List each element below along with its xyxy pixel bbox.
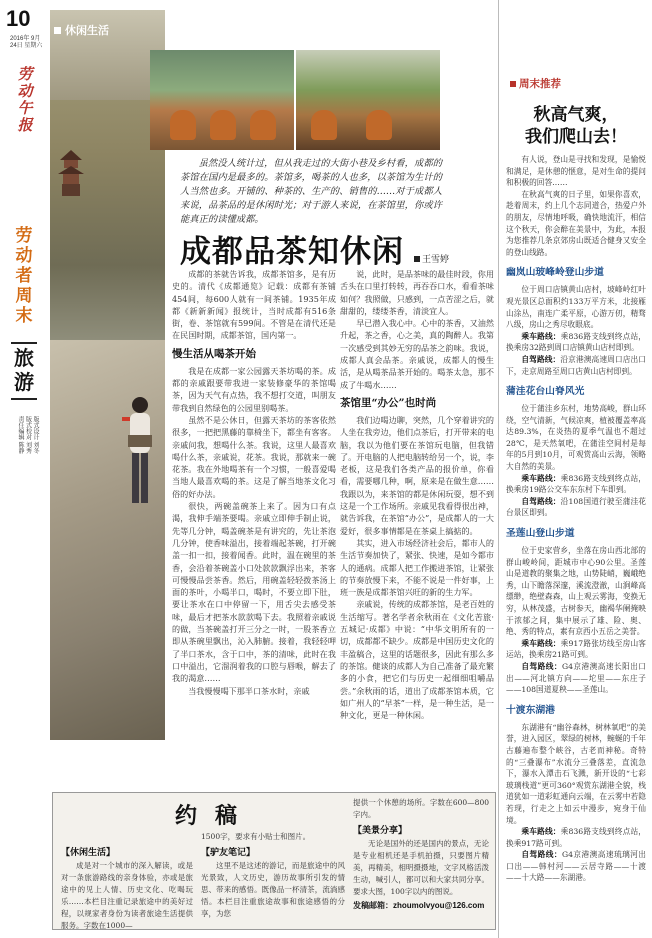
section-subheading: 茶馆里“办公”也时尚 bbox=[340, 396, 437, 409]
issue-date: 2016年 9月24日 星期六 bbox=[10, 36, 43, 49]
credit-proof: 版式校对 刘秀 bbox=[24, 416, 31, 454]
submissions-col-3 bbox=[353, 797, 489, 911]
article-paragraph: 说，此时，是品茶味的最佳时段，你用舌头在口里打转转，再吞吞口水，看看茶味如何？我照做，只感到，一点苦涩之后，就甜甜的，缕缕茶香，清淡宜人。 bbox=[340, 269, 494, 316]
teahouse-photo-2 bbox=[296, 50, 440, 150]
article-paragraph: 其实，进入市场经济社会后，都市人的生活节奏加快了，紧张、快速，是如今都市人的通病。成都人把工作搬进茶馆，让紧张的节奏放慢下来，不能不说是一件好事，上班一族是成都茶馆兴旺的新的生力军。 bbox=[340, 537, 494, 598]
mountain-path-photo bbox=[50, 10, 165, 740]
bus-route-text: 乘917路张坊线至房山客运站，换乘房21路可到。 bbox=[506, 638, 646, 660]
article-intro: 虽然没人统计过，但从我走过的大街小巷及乡村看，成都的茶馆在国内是最多的。茶馆多，喝茶的人也多，以茶馆为生计的人当然也多。开铺的、种茶的、生产的、销售的……对于成都人来说，品茶品的是休闲时光；对于游人来说，在茶馆里，你或许能真正的读懂成都。 bbox=[180, 158, 442, 225]
bus-route bbox=[506, 473, 646, 496]
email-label: 发稿邮箱： bbox=[353, 901, 393, 910]
route-description: 东湖港有“幽谷森林，树林氧吧”的美誉，进入园区，翠绿的树林，蜿蜒的千年古藤遍布整个峡谷，古老而神秘。奇特的“三叠瀑布”水流分三叠落差，直流急下，瀑水入潭击石飞溅，新开设的“七彩玻璃栈道”更可360°观赏东湖港全貌，栈道犹如一道彩虹通向云端，在云雾中若隐若现，行走之上如云中漫步，宛身于仙境。 bbox=[506, 722, 646, 825]
drive-route-label: 自驾路线： bbox=[521, 850, 562, 860]
route-description: 位于周口店镇黄山店村，坡峰岭红叶观光景区总面积约133万平方米，北接雁山涂丛，南连广柔平原，心游万仞，精骛八级，房山之秀尽收眼底。 bbox=[506, 285, 646, 330]
newspaper-name: 劳动午报 bbox=[17, 65, 33, 134]
article-byline bbox=[414, 252, 449, 265]
section-subheading: 慢生活从喝茶开始 bbox=[172, 347, 256, 360]
pagoda-icon bbox=[58, 150, 84, 196]
article-paragraph: 我们边喝边聊，突然，几个穿着讲究的人坐在我旁边，他们点茶后，打开带来的电脑，我以为他们要在茶馆玩电脑，但我错了。开电脑的人把电脑转给另一个，说，李老板，这是我们各类产品的报价单，你看看，需要哪几种，啊，原来是在做生意……我跟以为，来茶馆的都是休闲玩耍，想不到这是一个工作场所。亲戚见我看得很出神，就告诉我，在茶馆“办公”，是成都人的一大爱好，很多事情都是在茶桌上搞掂的。 bbox=[340, 414, 494, 536]
drive-route bbox=[506, 661, 646, 696]
drive-route-text: 沿108国道行驶至蒲洼花台景区即到。 bbox=[506, 496, 646, 518]
bus-route-label: 乘车路线： bbox=[521, 827, 561, 837]
chair bbox=[311, 110, 337, 140]
article-paragraph: 早已潜入我心中。心中的茶香，又油然升起，茶之香，心之美，真的陶醉人。我第一次感受到其妙无穷的品茶之韵味。我说，成都人真会品茶。亲戚说，成都人的慢生活，是从喝茶品茶开始的。喝茶太急，那不成了牛喝水…… bbox=[340, 318, 494, 390]
article-paragraph: 虽然不是公休日，但露天茶坊的茶客依然很多，一把把黑藤的靠椅坐下，都坐有客客。亲戚问我，想喝什么茶。我说，这里人最喜欢喝什么茶，亲戚说，花茶。我说，那就来一碗花茶。我在外地喝茶有一个习惯，一般喜爱喝当地人最喜欢喝的茶。这是了解当地茶文化习俗的好办法。 bbox=[172, 414, 336, 499]
section-category: 劳动者周末 bbox=[15, 226, 33, 325]
submissions-title: 约稿 bbox=[175, 803, 256, 829]
drive-route-text: G4京港澳高速琉璃河出口出——韩村河——云居寺路——十渡——十大路——东湖港。 bbox=[506, 850, 646, 883]
submissions-text-notes-cont: 提供一个休憩的场所。字数在600—800字内。 bbox=[353, 798, 489, 819]
drive-route-label: 自驾路线： bbox=[521, 354, 561, 364]
teahouse-photo-1 bbox=[150, 50, 294, 150]
bus-route bbox=[506, 638, 646, 661]
sidebar-headline-line2: 我们爬山去！ bbox=[525, 127, 627, 147]
bus-route-label: 乘车路线： bbox=[521, 473, 561, 483]
hiker-figure bbox=[120, 395, 156, 515]
sidebar-label: 周末推荐 bbox=[510, 76, 561, 91]
email-address[interactable]: zhoumolvyou@126.com bbox=[393, 901, 485, 910]
article-paragraph: 当我慢慢喝下那半口茶水时，亲戚 bbox=[188, 685, 310, 696]
drive-route bbox=[506, 849, 646, 884]
bus-route-label: 乘车路线： bbox=[521, 331, 561, 341]
chair bbox=[170, 110, 196, 140]
route-title: 蒲洼花台山脊风光 bbox=[506, 386, 585, 398]
article-column-2 bbox=[340, 268, 494, 738]
route-description: 位于蒲洼乡东村，地势高峻，群山环绕，空气清新，气候凉爽，植被覆盖率高达89.3%，在炎热的夏季气温也不超过28℃，是天然氧吧，在蒲洼空间村是每年的5月到10月，可观赏高山云海，领略大自然的美景。 bbox=[506, 404, 646, 472]
chair bbox=[210, 110, 236, 140]
route-title: 十渡东湖港 bbox=[506, 704, 555, 716]
column-label: 休闲生活 bbox=[54, 22, 109, 38]
sidebar-headline-line1: 秋高气爽， bbox=[533, 105, 619, 125]
route-description: 位于史家营乡，坐落在房山西北部的群山峻岭间，距城市中心90公里。圣莲山是道教的聚集之地，山势陡峭，巍峨绝秀，山下瞻落深邃，溪流澄澈，山涧峰高缥缈，绝壁森森，山上观云雾海，变换无穷，从林茂盛，古树参天，幽褐华阑掩映于浓郁之间，集中展示了雄、险、奥、绝、秀的特点，素有京西小五岳之美誉。 bbox=[506, 546, 646, 637]
bus-route-text: 乘836路支线到终点站，换乘917路可到。 bbox=[506, 827, 646, 848]
article-paragraph: 很快，两碗盖碗茶上来了。因为口有点渴，我伸手端茶要喝。亲戚立即伸手制止说，先等几分钟，喝盖碗茶是有讲究的，先让茶泡几分钟，使香味溢出，接着端起茶碗，打开碗盖一扣一扣，接着闻香。此时，温在碗里的茶香，会沿着茶碗盖小口处款款飘浮出来，茶客可慢慢品尝茶香。然后，用碗盖轻轻拨茶汤上面的茶叶，小喝半口，喝时，不要立即下肚，要让茶水在口中停留一下，用舌尖去感受茶味，最后才把茶水款款喝下去。我照着亲戚说的做，当茶碗盖打开三分之一时，一股茶香立即从茶碗里飘出，沁入肺腑。接着，我轻轻呷了半口茶水，含于口中，茶的清味，此时在我口中溢出，它溜润着我的口腔与唇喉，解去了我的渴意…… bbox=[172, 501, 336, 684]
drive-route bbox=[506, 496, 646, 519]
bus-route-text: 乘836路支线到终点站，换乘房19路公交车东东村下车即到。 bbox=[506, 473, 646, 495]
drive-route-text: G4京港澳高速长阳出口出——河北镇方向——坨里——东庄子——108国道夏秧——圣莲山。 bbox=[506, 661, 646, 695]
route-title: 圣莲山登山步道 bbox=[506, 528, 575, 540]
submission-email[interactable] bbox=[353, 900, 489, 911]
submissions-text-scenery: 无论是国外的还是国内的景点，无论是专业相机还是手机拍摄，只要图片精美，再精美，相明摄摄地，文字风格活泼生动，喊引人，都可以和大家共同分享。要求大图，100字以内的图说。 bbox=[353, 839, 489, 896]
sidebar-intro: 有人说，登山是寻找和发现，是愉悦和满足，是休憩的惬意，是对生命的提问和积极的回答…… bbox=[506, 155, 646, 188]
route-title: 幽岚山玻峰岭登山步道 bbox=[506, 267, 604, 279]
article-paragraph: 成都的茶就告诉我，成都茶馆多，是有历史的。清代《成都通览》记载：成都有茶铺454间，每600人就有一间茶铺。1935年成都《新新新闻》报统计，当时成都有516条街，卷、茶馆就有599间。不管是在清代还是在民国时期，成都茶馆，国内第一。 bbox=[172, 269, 336, 341]
masthead-strip bbox=[0, 0, 50, 938]
submissions-text-notes: 这里不是这述的游记，而是旅途中的风光景致，人文历史，游历故事所引发的情思、带来的感悟。既像品一杯清茶，流淌感悟。本栏目注重旅途故事和旅途感悟的分享，为您 bbox=[201, 861, 345, 918]
bus-route bbox=[506, 331, 646, 354]
sidebar-intro-2: 在秋高气爽的日子里，如果你喜欢，趁着周末，约上几个志同道合，热爱户外的朋友，尽情地呼吸，确快地流汗，相信这个秋天，你会醉在美景中，为此，本报为您推荐几条京郊房山既适合健身又安全的登山线路。 bbox=[506, 189, 646, 257]
section-title: 旅游 bbox=[11, 342, 37, 400]
teahouse-photos bbox=[150, 50, 440, 150]
article-paragraph: 亲戚说，传统的成都茶馆，是老百姓的生活缩写。著名学者余秋雨在《文化苦旅·五城记·成都》中说：“中华文明所有的一切，成都都不缺少。成都是中国历史文化的丰盈稿合，这里的话题很多，因此有那么多的茶馆。健谈的成都人为自己准备了最充繁多的小食，把它们与历史一起细细咀嚼品尝。”余秋雨的话，道出了成都茶馆本质，它如广州人的“早茶”一样，是一种生活，是一种文化，更是一种休闲。 bbox=[340, 599, 494, 721]
submissions-heading-leisure: 【休闲生活】 bbox=[61, 848, 116, 858]
credit-layout: 版式设计 刘冬 bbox=[32, 416, 38, 454]
bus-route bbox=[506, 826, 646, 849]
submissions-text-leisure-cont: 1500字，要求有小贴士和图片。 bbox=[201, 832, 311, 841]
bus-route-text: 乘836路支线到终点站，换乘房32路到周口店镇黄山店村即到。 bbox=[506, 331, 646, 353]
submissions-col-2 bbox=[201, 831, 345, 920]
author-name: 王雪婷 bbox=[422, 254, 450, 264]
bus-route-label: 乘车路线： bbox=[521, 638, 561, 648]
chair bbox=[366, 110, 392, 140]
credit-editor: 责任编辑 陈静 bbox=[17, 416, 23, 454]
sidebar-body bbox=[506, 154, 646, 934]
submissions-text-leisure: 成是对一个城市的深入解读，或是对一条旅游路线的亲身体验，亦或是旅途中的见上人情、历史文化、吃喝玩乐……本栏目注重记录旅途中的美好过程，以规家者身份为读者旅途生活提供服务。字数在1000— bbox=[61, 861, 193, 930]
article-paragraph: 我是在成都一家公园露天茶坊喝的茶。成都的亲戚跟要带我进一家装修豪华的茶馆喝茶，因为天气有点热，我不想打交道，叫朋友带我到自然绿色的公园里别喝茶。 bbox=[172, 365, 336, 413]
article-headline: 成都品茶知休闲 bbox=[180, 234, 404, 270]
article-column-1 bbox=[172, 268, 336, 738]
drive-route-text: 沿京港澳高速周口店出口下，走京周路至周口店黄山店村即到。 bbox=[506, 354, 646, 376]
call-for-submissions bbox=[52, 792, 496, 930]
drive-route-label: 自驾路线： bbox=[521, 496, 561, 506]
submissions-heading-notes: 【驴友笔记】 bbox=[201, 848, 256, 858]
sidebar-headline bbox=[504, 104, 648, 148]
route-list bbox=[506, 266, 646, 884]
page-number: 10 bbox=[6, 6, 31, 31]
chair bbox=[250, 110, 276, 140]
editor-credits bbox=[16, 416, 38, 454]
submissions-heading-scenery: 【美景分享】 bbox=[353, 826, 408, 836]
drive-route bbox=[506, 354, 646, 377]
drive-route-label: 自驾路线： bbox=[521, 661, 562, 671]
submissions-col-1 bbox=[61, 843, 193, 932]
